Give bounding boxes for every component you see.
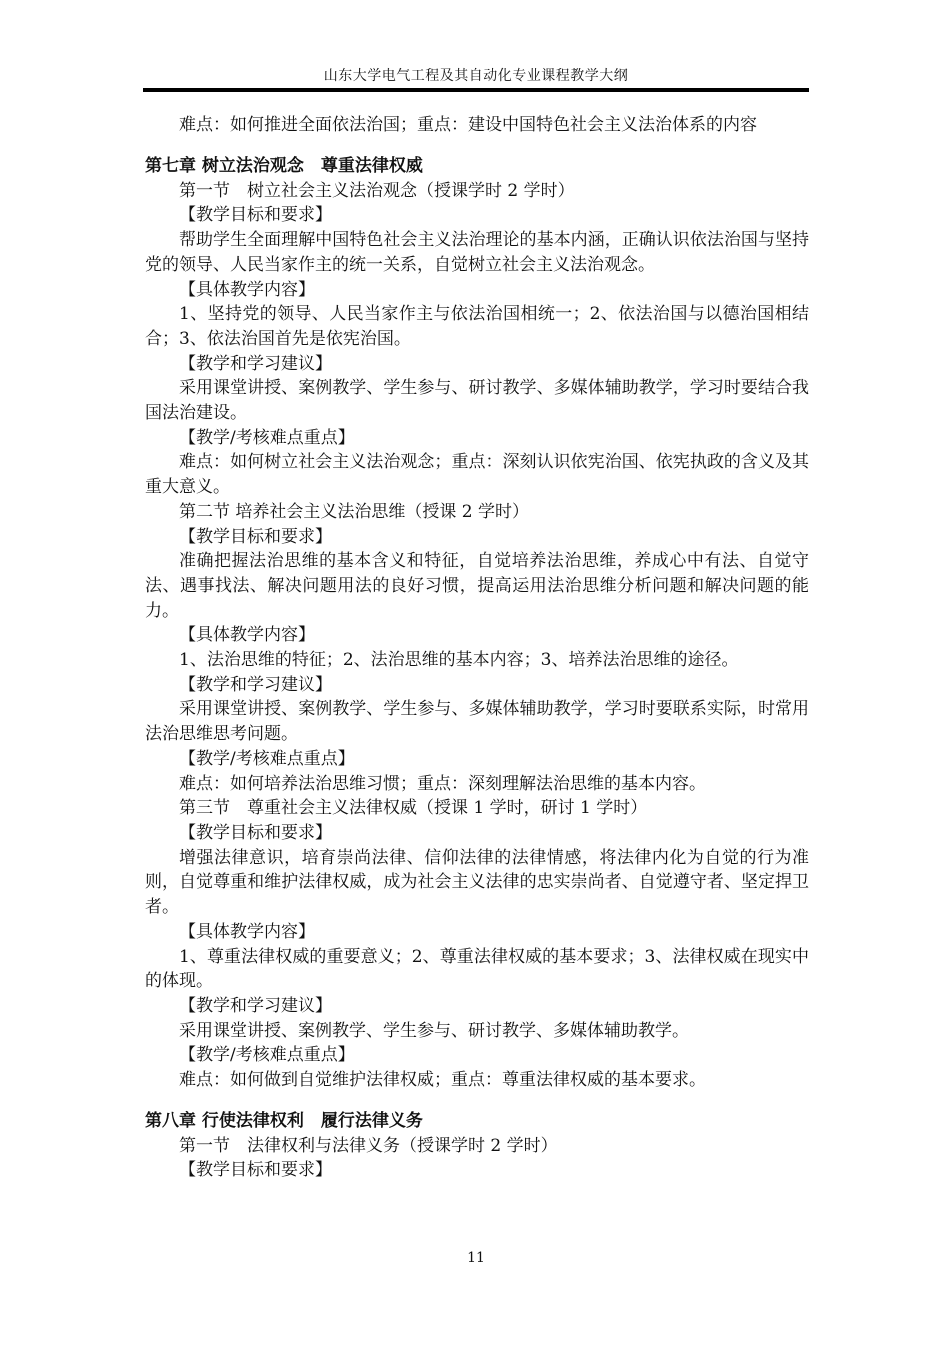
- section-heading: 第一节 法律权利与法律义务（授课学时 2 学时）: [179, 1135, 558, 1156]
- section-heading: 第二节 培养社会主义法治思维（授课 2 学时）: [179, 501, 530, 522]
- subheading: 【教学目标和要求】: [179, 205, 332, 226]
- subheading: 【教学目标和要求】: [179, 822, 332, 843]
- paragraph: 1、坚持党的领导、人民当家作主与依法治国相统一；2、依法治国与以德治国相结合；3、依法治国首先是依宪治国。: [145, 304, 809, 349]
- paragraph: 1、尊重法律权威的重要意义；2、尊重法律权威的基本要求；3、法律权威在现实中的体现。: [145, 946, 809, 992]
- paragraph: 准确把握法治思维的基本含义和特征，自觉培养法治思维，养成心中有法、自觉守法、遇事找法、解决问题用法的良好习惯，提高运用法治思维分析问题和解决问题的能力。: [145, 551, 809, 621]
- paragraph: 难点：如何做到自觉维护法律权威；重点：尊重法律权威的基本要求。: [179, 1070, 706, 1091]
- subheading: 【具体教学内容】: [179, 625, 315, 646]
- paragraph: 难点：如何培养法治思维习惯；重点：深刻理解法治思维的基本内容。: [179, 773, 706, 794]
- chapter-heading: 第八章 行使法律权利 履行法律义务: [145, 1110, 423, 1131]
- paragraph: 1、法治思维的特征；2、法治思维的基本内容；3、培养法治思维的途径。: [179, 650, 739, 671]
- subheading: 【教学和学习建议】: [179, 353, 332, 374]
- paragraph: 采用课堂讲授、案例教学、学生参与、研讨教学、多媒体辅助教学，学习时要结合我国法治建设。: [145, 378, 809, 424]
- paragraph: 增强法律意识，培育崇尚法律、信仰法律的法律情感，将法律内化为自觉的行为准则，自觉尊重和维护法律权威，成为社会主义法律的忠实崇尚者、自觉遵守者、坚定捍卫者。: [145, 847, 809, 918]
- chapter-heading: 第七章 树立法治观念 尊重法律权威: [145, 155, 423, 176]
- subheading: 【具体教学内容】: [179, 279, 315, 300]
- page-header: [143, 66, 809, 94]
- subheading: 【教学目标和要求】: [179, 1160, 332, 1181]
- subheading: 【教学/考核难点重点】: [179, 427, 355, 448]
- page-number: 11: [467, 1250, 485, 1266]
- paragraph: 帮助学生全面理解中国特色社会主义法治理论的基本内涵，正确认识依法治国与坚持党的领导、人民当家作主的统一关系，自觉树立社会主义法治观念。: [145, 230, 809, 275]
- subheading: 【教学目标和要求】: [179, 526, 332, 547]
- header-rule: [143, 88, 809, 92]
- paragraph: 采用课堂讲授、案例教学、学生参与、研讨教学、多媒体辅助教学。: [179, 1020, 689, 1041]
- page-header-title: 山东大学电气工程及其自动化专业课程教学大纲: [323, 68, 629, 84]
- paragraph: 采用课堂讲授、案例教学、学生参与、多媒体辅助教学，学习时要联系实际，时常用法治思维思考问题。: [145, 699, 809, 745]
- document-body: [145, 113, 809, 1183]
- section-heading: 第三节 尊重社会主义法律权威（授课 1 学时，研讨 1 学时）: [179, 798, 648, 819]
- paragraph: 难点：如何推进全面依法治国；重点：建设中国特色社会主义法治体系的内容: [179, 115, 757, 135]
- subheading: 【具体教学内容】: [179, 921, 315, 942]
- subheading: 【教学/考核难点重点】: [179, 1045, 355, 1066]
- paragraph: 难点：如何树立社会主义法治观念；重点：深刻认识依宪治国、依宪执政的含义及其重大意义。: [145, 452, 809, 498]
- subheading: 【教学和学习建议】: [179, 995, 332, 1016]
- section-heading: 第一节 树立社会主义法治观念（授课学时 2 学时）: [179, 180, 575, 201]
- subheading: 【教学/考核难点重点】: [179, 748, 355, 769]
- subheading: 【教学和学习建议】: [179, 674, 332, 695]
